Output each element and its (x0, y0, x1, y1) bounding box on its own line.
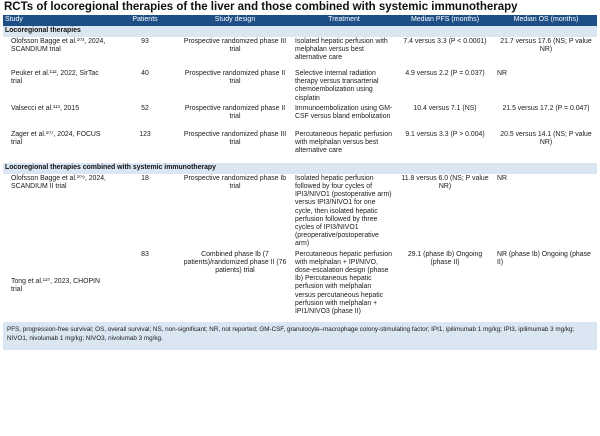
table-title: RCTs of locoregional therapies of the liver and those combined with systemic immunotherapy (4, 1, 518, 13)
table-row (3, 174, 597, 250)
cell-design: Prospective randomized phase III trial (183, 130, 287, 147)
rct-table (3, 15, 597, 334)
cell-pfs: 7.4 versus 3.3 (P < 0.0001) (403, 38, 487, 45)
header-row (3, 15, 597, 26)
cell-patients: 123 (139, 130, 151, 138)
cell-design: Prospective randomized phase II trial (184, 70, 286, 86)
cell-os: NR (phase Ib) Ongoing (phase II) (497, 250, 591, 266)
table-footnote: PFS, progression-free survival; OS, overall survival; NS, non-significant; NR, not reported; GM-CSF, granulocyte–macrophage colony-stimulating factor; IPI1, ipilimumab 1 mg/kg; IPI3, ipilimumab 3 mg/kg; NIVO1, nivolumab 1 mg/kg; NIVO3, nivolumab 3 mg/kg. (3, 322, 597, 350)
section-header-row (3, 26, 597, 37)
table-row (3, 37, 597, 69)
cell-study: Olofsson Bagge et al.¹⁰⁹, 2024, SCANDIUM II trial (11, 174, 106, 191)
cell-os: 21.7 versus 17.6 (NS; P value NR) (500, 38, 592, 54)
cell-pfs: 4.9 versus 2.2 (P = 0.037) (405, 70, 485, 77)
cell-study: Peuker et al.¹¹², 2022, SirTac trial (11, 70, 99, 86)
cell-design: Prospective randomized phase Ib trial (183, 174, 287, 191)
cell-pfs: 29.1 (phase Ib) Ongoing (phase II) (407, 250, 483, 266)
column-header-treatment: Treatment (293, 15, 395, 26)
cell-study: Zager et al.¹⁰⁷, 2024, FOCUS trial (11, 130, 101, 147)
section-header-row (3, 163, 597, 174)
cell-patients: 83 (141, 250, 149, 258)
cell-pfs: 10.4 versus 7.1 (NS) (413, 104, 477, 112)
cell-patients: 40 (141, 70, 149, 77)
cell-design: Prospective randomized phase III trial (183, 38, 287, 54)
cell-design: Prospective randomized phase II trial (184, 104, 286, 121)
cell-treatment: Percutaneous hepatic perfusion with melphalan versus best alternative care (295, 130, 392, 155)
cell-treatment: Isolated hepatic perfusion followed by four cycles of IPI3/NIVO1 (postoperative arm) versus IPI3/NIVO1 for one cycle, then isolated hepatic perfusion followed by three cycles of IPI3/NIVO1 (preoperative/postoperative arm) (295, 174, 392, 248)
cell-treatment: Immunoembolization using GM-CSF versus bland embolization (295, 104, 393, 121)
section-label: Locoregional therapies (3, 26, 597, 37)
section-label: Locoregional therapies combined with systemic immunotherapy (3, 163, 597, 174)
column-header-design: Study design (177, 15, 293, 26)
cell-design: Combined phase Ib (7 patients)/randomized phase II (76 patients) trial (183, 250, 287, 275)
cell-treatment: Percutaneous hepatic perfusion with melphalan + IPI/NIVO, dose-escalation design (phase Ib) Percutaneous hepatic perfusion with melphalan versus percutaneous hepatic perfusion with melphalan + IPI1/NIVO3 (phase II) (295, 250, 392, 316)
table-row (3, 104, 597, 130)
cell-patients: 18 (141, 174, 149, 182)
cell-study: Tong et al.¹¹⁰, 2023, CHOPIN trial (11, 277, 100, 293)
cell-os: NR (497, 70, 507, 77)
column-header-patients: Patients (113, 15, 177, 26)
table-row (3, 69, 597, 104)
cell-os: NR (497, 174, 507, 182)
cell-os: 21.5 versus 17.2 (P = 0.047) (502, 104, 590, 112)
cell-treatment: Isolated hepatic perfusion with melphalan versus best alternative care (295, 38, 388, 62)
cell-study: Valsecci et al.¹¹³, 2015 (11, 104, 80, 112)
table-row (3, 130, 597, 163)
cell-os: 20.5 versus 14.1 (NS; P value NR) (500, 130, 592, 147)
cell-pfs: 9.1 versus 3.3 (P > 0.004) (405, 130, 485, 138)
cell-patients: 93 (141, 38, 149, 45)
cell-patients: 52 (141, 104, 149, 112)
cell-pfs: 11.8 versus 6.0 (NS; P value NR) (401, 174, 489, 191)
column-header-pfs: Median PFS (months) (395, 15, 495, 26)
column-header-study: Study (3, 15, 113, 26)
cell-treatment: Selective internal radiation therapy versus transarterial chemoembolization using cisplatin (295, 70, 379, 102)
cell-study: Olofsson Bagge et al.¹⁰³, 2024, SCANDIUM trial (11, 38, 106, 54)
column-header-os: Median OS (months) (495, 15, 597, 26)
